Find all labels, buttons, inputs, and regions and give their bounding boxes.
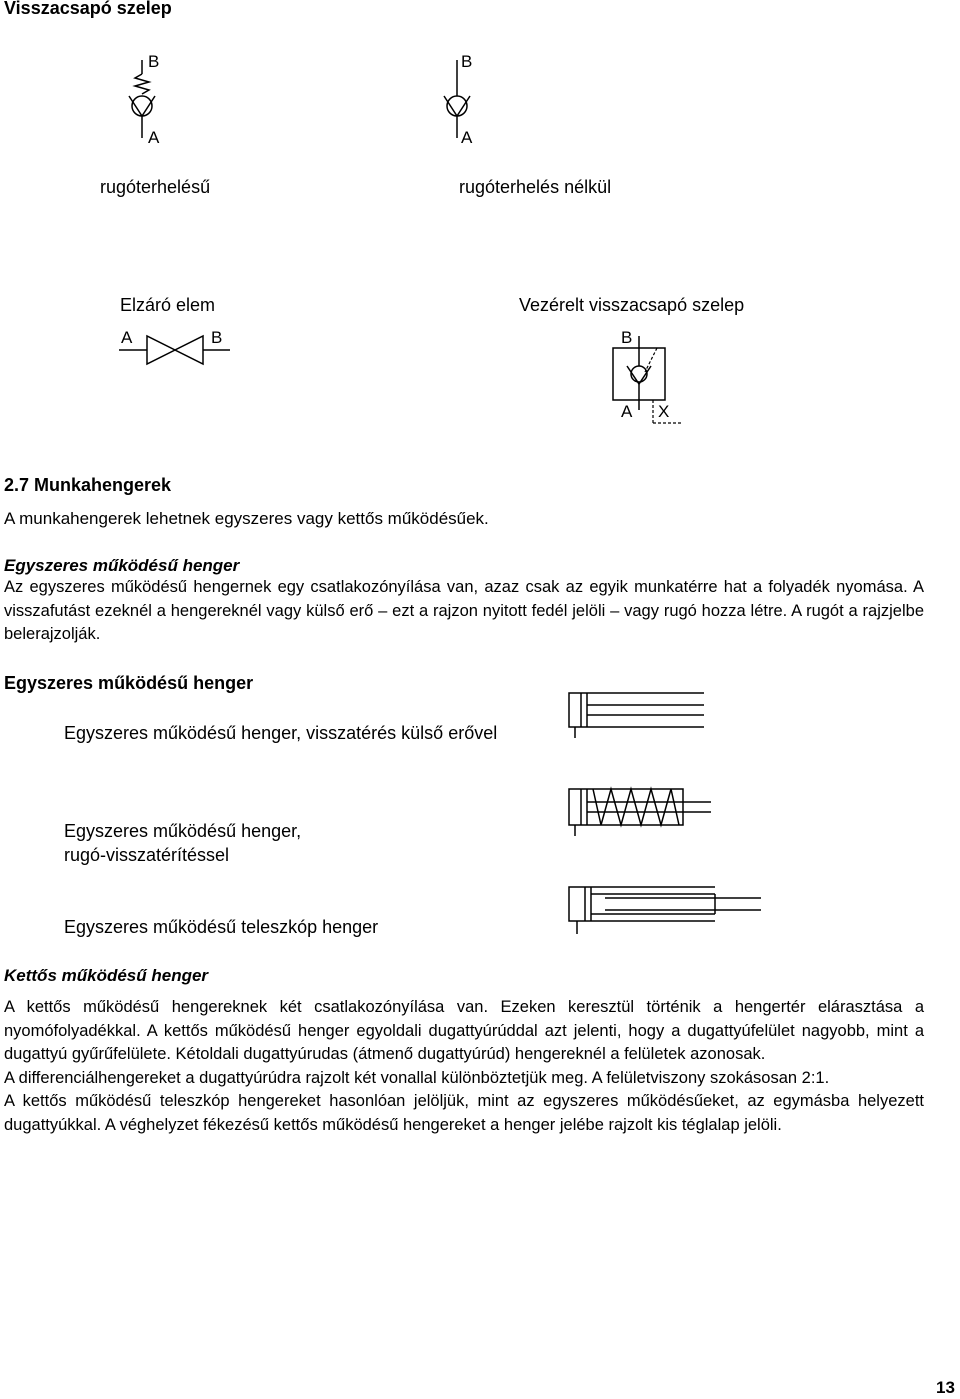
cylinders-intro: A munkahengerek lehetnek egyszeres vagy kettős működésűek.: [4, 509, 489, 528]
port-b-label: B: [621, 328, 633, 347]
port-b-label: B: [461, 52, 473, 71]
no-spring-caption: rugóterhelés nélkül: [459, 177, 612, 197]
telescopic-cylinder-symbol: [565, 884, 765, 936]
port-a-label: A: [121, 328, 133, 347]
cylinders-heading: 2.7 Munkahengerek: [4, 475, 172, 495]
double-paragraph-3: A kettős működésű teleszkóp hengereket hasonlóan jelöljük, mint az egyszeres működésűeket, az egymásba helyezett dugattyúkkal. A véghelyzet fékezésű kettős működésű hengereket a henger jelébe rajzolt kis téglalap jelöli.: [4, 1092, 924, 1134]
shutoff-valve-symbol: [115, 325, 235, 370]
check-valve-symbol: [435, 50, 495, 145]
spring-caption: rugóterhelésű: [100, 177, 211, 197]
symbol-3-label: Egyszeres működésű teleszkóp henger: [64, 917, 379, 937]
section-title: Visszacsapó szelep: [4, 0, 172, 18]
double-paragraph-2: A differenciálhengereket a dugattyúrúdra rajzolt két vonallal különböztetjük meg. A felületviszony szokásosan 2:1.: [4, 1068, 830, 1087]
symbol-2-label-line1: Egyszeres működésű henger,: [64, 821, 302, 841]
double-acting-text: [4, 996, 924, 1137]
page-number: 13: [936, 1378, 955, 1397]
port-b-label: B: [211, 328, 223, 347]
shutoff-title: Elzáró elem: [120, 295, 216, 315]
port-a-label: A: [461, 128, 473, 147]
pilot-valve-title: Vezérelt visszacsapó szelep: [519, 295, 745, 315]
double-acting-heading: Kettős működésű henger: [4, 966, 209, 985]
pilot-check-valve-symbol: [605, 326, 685, 426]
check-valve-spring-symbol: [120, 50, 180, 145]
symbols-heading: Egyszeres működésű henger: [4, 673, 254, 693]
port-x-label: X: [658, 402, 670, 421]
cylinder-external-return-symbol: [565, 690, 705, 740]
symbol-1-label: Egyszeres működésű henger, visszatérés külső erővel: [64, 723, 498, 743]
single-acting-text: Az egyszeres működésű hengernek egy csatlakozónyílása van, azaz csak az egyik munkatérre hat a folyadék nyomása. A visszafutást ezeknél a hengereknél vagy külső erő – ezt a rajzon nyitott fedél jelöli – vagy rugó hozza létre. A rugót a rajzjelbe belerajzolják.: [4, 578, 924, 643]
port-b-label: B: [148, 52, 160, 71]
port-a-label: A: [621, 402, 633, 421]
single-acting-heading: Egyszeres működésű henger: [4, 556, 240, 575]
double-paragraph-1: A kettős működésű hengereknek két csatlakozónyílása van. Ezeken keresztül történik a hengertér elárasztása a nyomófolyadékkal. A kettős működésű henger egyoldali dugattyúrúddal azt jelenti, hogy a dugattyúfelület nagyobb, mint a dugattyú gyűrűfelülete. Kétoldali dugattyúrudas (átmenő dugattyúrúd) hengereknél a felületek azonosak.: [4, 998, 924, 1063]
port-a-label: A: [148, 128, 160, 147]
cylinder-spring-return-symbol: [565, 786, 715, 838]
symbol-2-label-line2: rugó-visszatérítéssel: [64, 845, 230, 865]
